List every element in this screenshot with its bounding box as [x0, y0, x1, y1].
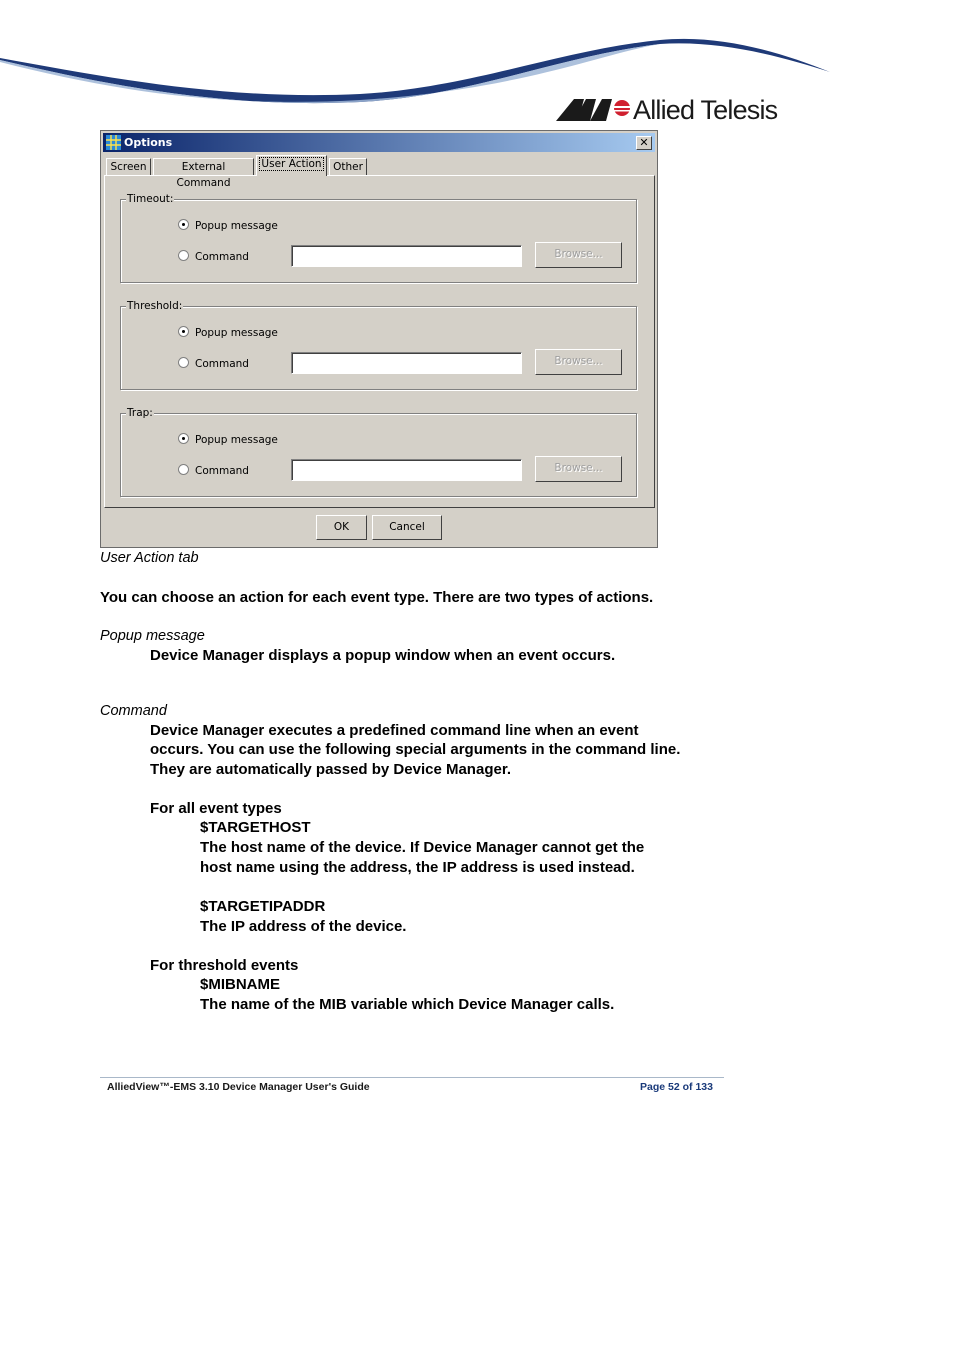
timeout-popup-radio[interactable]: Popup message: [178, 219, 278, 233]
command-description-line: They are automatically passed by Device Manager.: [150, 761, 511, 778]
close-icon: ✕: [639, 136, 649, 149]
mibname-argument: $MIBNAME: [200, 976, 281, 993]
group-label: Timeout:: [127, 193, 174, 205]
cancel-button[interactable]: Cancel: [372, 515, 442, 540]
timeout-group: [120, 193, 637, 283]
radio-unselected-icon: [178, 357, 189, 368]
allied-telesis-logo: [556, 93, 778, 127]
logo-wordmark: Allied Telesis: [633, 95, 778, 125]
close-button[interactable]: [636, 136, 652, 150]
radio-unselected-icon: [178, 250, 189, 261]
targethost-description-line: The host name of the device. If Device Manager cannot get the: [200, 839, 645, 856]
tab-external-command[interactable]: External Command: [153, 158, 254, 176]
threshold-events-heading: For threshold events: [150, 957, 299, 974]
targethost-argument: $TARGETHOST: [200, 819, 311, 836]
command-term: Command: [100, 703, 167, 719]
targethost-description-line: host name using the address, the IP address is used instead.: [200, 859, 635, 876]
radio-unselected-icon: [178, 464, 189, 475]
tab-screen[interactable]: Screen: [106, 158, 151, 176]
dialog-title: Options: [124, 136, 173, 149]
timeout-command-input[interactable]: [291, 245, 522, 267]
timeout-command-radio[interactable]: Command: [178, 250, 249, 264]
threshold-command-input[interactable]: [291, 352, 522, 374]
targetipaddr-description: The IP address of the device.: [200, 918, 407, 935]
trap-command-input[interactable]: [291, 459, 522, 481]
threshold-group: [120, 300, 637, 390]
trap-command-radio[interactable]: Command: [178, 464, 249, 478]
threshold-browse-button[interactable]: Browse...: [535, 349, 622, 375]
popup-term: Popup message: [100, 628, 205, 644]
dialog-titlebar[interactable]: [103, 133, 655, 152]
tab-other[interactable]: Other: [329, 158, 367, 176]
logo-mark-icon: [556, 93, 632, 127]
command-description-line: Device Manager executes a predefined command line when an event: [150, 722, 639, 739]
figure-caption: User Action tab: [100, 550, 199, 566]
threshold-command-radio[interactable]: Command: [178, 357, 249, 371]
radio-selected-icon: [178, 326, 189, 337]
ok-button[interactable]: OK: [316, 515, 367, 540]
mibname-description: The name of the MIB variable which Device Manager calls.: [200, 996, 615, 1013]
trap-popup-radio[interactable]: Popup message: [178, 433, 278, 447]
timeout-browse-button[interactable]: Browse...: [535, 242, 622, 268]
targetipaddr-argument: $TARGETIPADDR: [200, 898, 326, 915]
radio-selected-icon: [178, 433, 189, 444]
footer-divider: [100, 1077, 724, 1078]
threshold-popup-radio[interactable]: Popup message: [178, 326, 278, 340]
trap-browse-button[interactable]: Browse...: [535, 456, 622, 482]
footer-guide-title: AlliedView™-EMS 3.10 Device Manager User's Guide: [107, 1081, 370, 1093]
trap-group: [120, 407, 637, 497]
app-grid-icon: [106, 135, 121, 150]
popup-description: Device Manager displays a popup window when an event occurs.: [150, 647, 616, 664]
radio-selected-icon: [178, 219, 189, 230]
all-events-heading: For all event types: [150, 800, 282, 817]
group-label: Threshold:: [127, 300, 183, 312]
group-label: Trap:: [127, 407, 153, 419]
intro-paragraph: You can choose an action for each event type. There are two types of actions.: [100, 589, 654, 606]
tab-user-action[interactable]: User Action: [256, 155, 327, 176]
footer-page-number: Page 52 of 133: [640, 1081, 713, 1093]
command-description-line: occurs. You can use the following special arguments in the command line.: [150, 741, 681, 758]
